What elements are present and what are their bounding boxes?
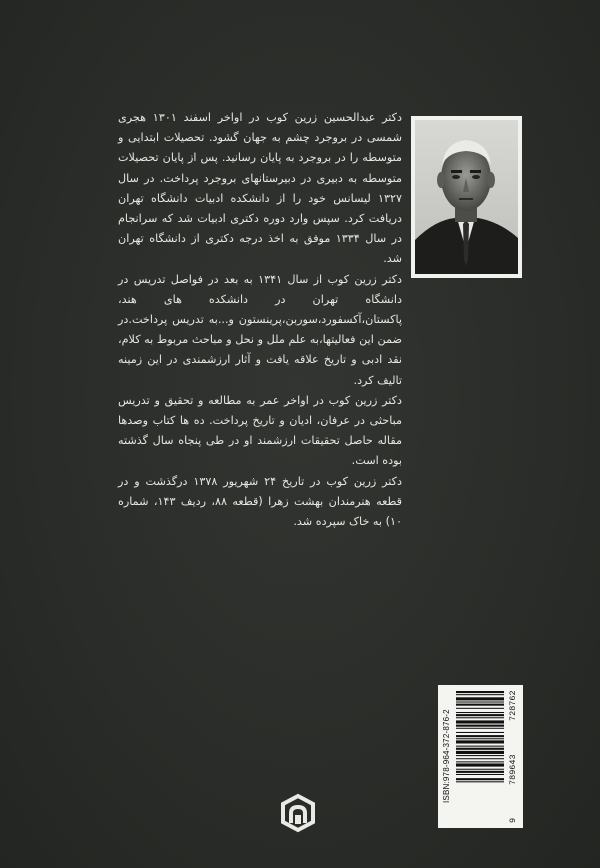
barcode-bar: [456, 714, 504, 716]
bio-paragraph-4: دکتر زرین کوب در تاریخ ۲۴ شهریور ۱۳۷۸ درگذشت و در قطعه هنرمندان بهشت زهرا (قطعه ۸۸، ردیف ۱۴۳، شماره ۱۰) به خاک سپرده شد.: [118, 474, 402, 529]
barcode-digit-group: 789643: [508, 753, 518, 785]
isbn-label: ISBN:978-964-372-876-2: [442, 709, 451, 804]
barcode-bar: [456, 694, 504, 695]
bio-paragraph-1: دکتر عبدالحسین زرین کوب در اواخر اسفند ۱۳۰۱ هجری شمسی در بروجرد چشم به جهان گشود. تحصیلات ابتدایی و متوسطه را در بروجرد به پایان رسانید. پس از پایان تحصیلات متوسطه به دبیری در دبیرستانهای بروجرد پرداخت. در سال ۱۳۲۷ لیسانس خود را از دانشکده ادبیات دانشگاه تهران دریافت کرد. سپس وارد دوره دکتری ادبیات شد که سرانجام در سال ۱۳۳۴ موفق به اخذ درجه دکتری از دانشگاه تهران شد.: [118, 111, 402, 266]
barcode-bar: [456, 769, 504, 770]
barcode-bar: [456, 758, 504, 759]
barcode-bar: [456, 704, 504, 706]
barcode-bar: [456, 702, 504, 703]
barcode-bar: [456, 781, 504, 782]
barcode-bar: [456, 725, 504, 727]
barcode-bar: [456, 761, 504, 762]
bio-paragraph-3: دکتر زرین کوب در اواخر عمر به مطالعه و تحقیق و تدریس مباحثی در عرفان، ادیان و تاریخ پرداخت. ده ها کتاب وصدها مقاله حاصل تحقیقات ارزشمند او در طی پنجاه سال گذشته بوده است.: [118, 393, 402, 468]
barcode-bar: [456, 763, 504, 766]
barcode-bar: [456, 720, 504, 723]
barcode-bar: [456, 774, 504, 775]
barcode-bar: [456, 771, 504, 773]
barcode-bar: [456, 751, 504, 754]
author-biography: [118, 108, 402, 532]
barcode-bar: [456, 778, 504, 780]
barcode-bar: [456, 746, 504, 747]
barcode-bar: [456, 728, 504, 729]
author-portrait: [411, 116, 522, 278]
barcode-bar: [456, 755, 504, 756]
barcode-bar: [456, 748, 504, 750]
publisher-logo-icon: [278, 793, 318, 833]
barcode-bar: [456, 740, 504, 743]
barcode-digit-group: 9: [508, 817, 518, 823]
barcode-bar: [456, 697, 504, 700]
barcode-bar: [456, 691, 504, 693]
bio-paragraph-2: دکتر زرین کوب از سال ۱۳۴۱ به بعد در فواصل تدریس در دانشگاه تهران در دانشکده های هند، پاکستان،آکسفورد،سوربن،پرینستون و...به تدریس پرداخت.در ضمن این فعالیتها،به علم ملل و نحل و مباحث مربوط به کلام، نقد ادبی و تاریخ علاقه یافت و آثار ارزشمندی در این زمینه تالیف کرد.: [118, 272, 402, 387]
barcode-bar: [456, 708, 504, 709]
barcode-bar: [456, 712, 504, 713]
barcode-bar: [456, 735, 504, 737]
barcode-bar: [456, 738, 504, 739]
barcode-bar: [456, 732, 504, 733]
barcode-digits: [507, 690, 519, 823]
portrait-image: [415, 120, 518, 274]
barcode-digit-group: 728762: [508, 690, 518, 721]
barcode-bar: [456, 717, 504, 718]
